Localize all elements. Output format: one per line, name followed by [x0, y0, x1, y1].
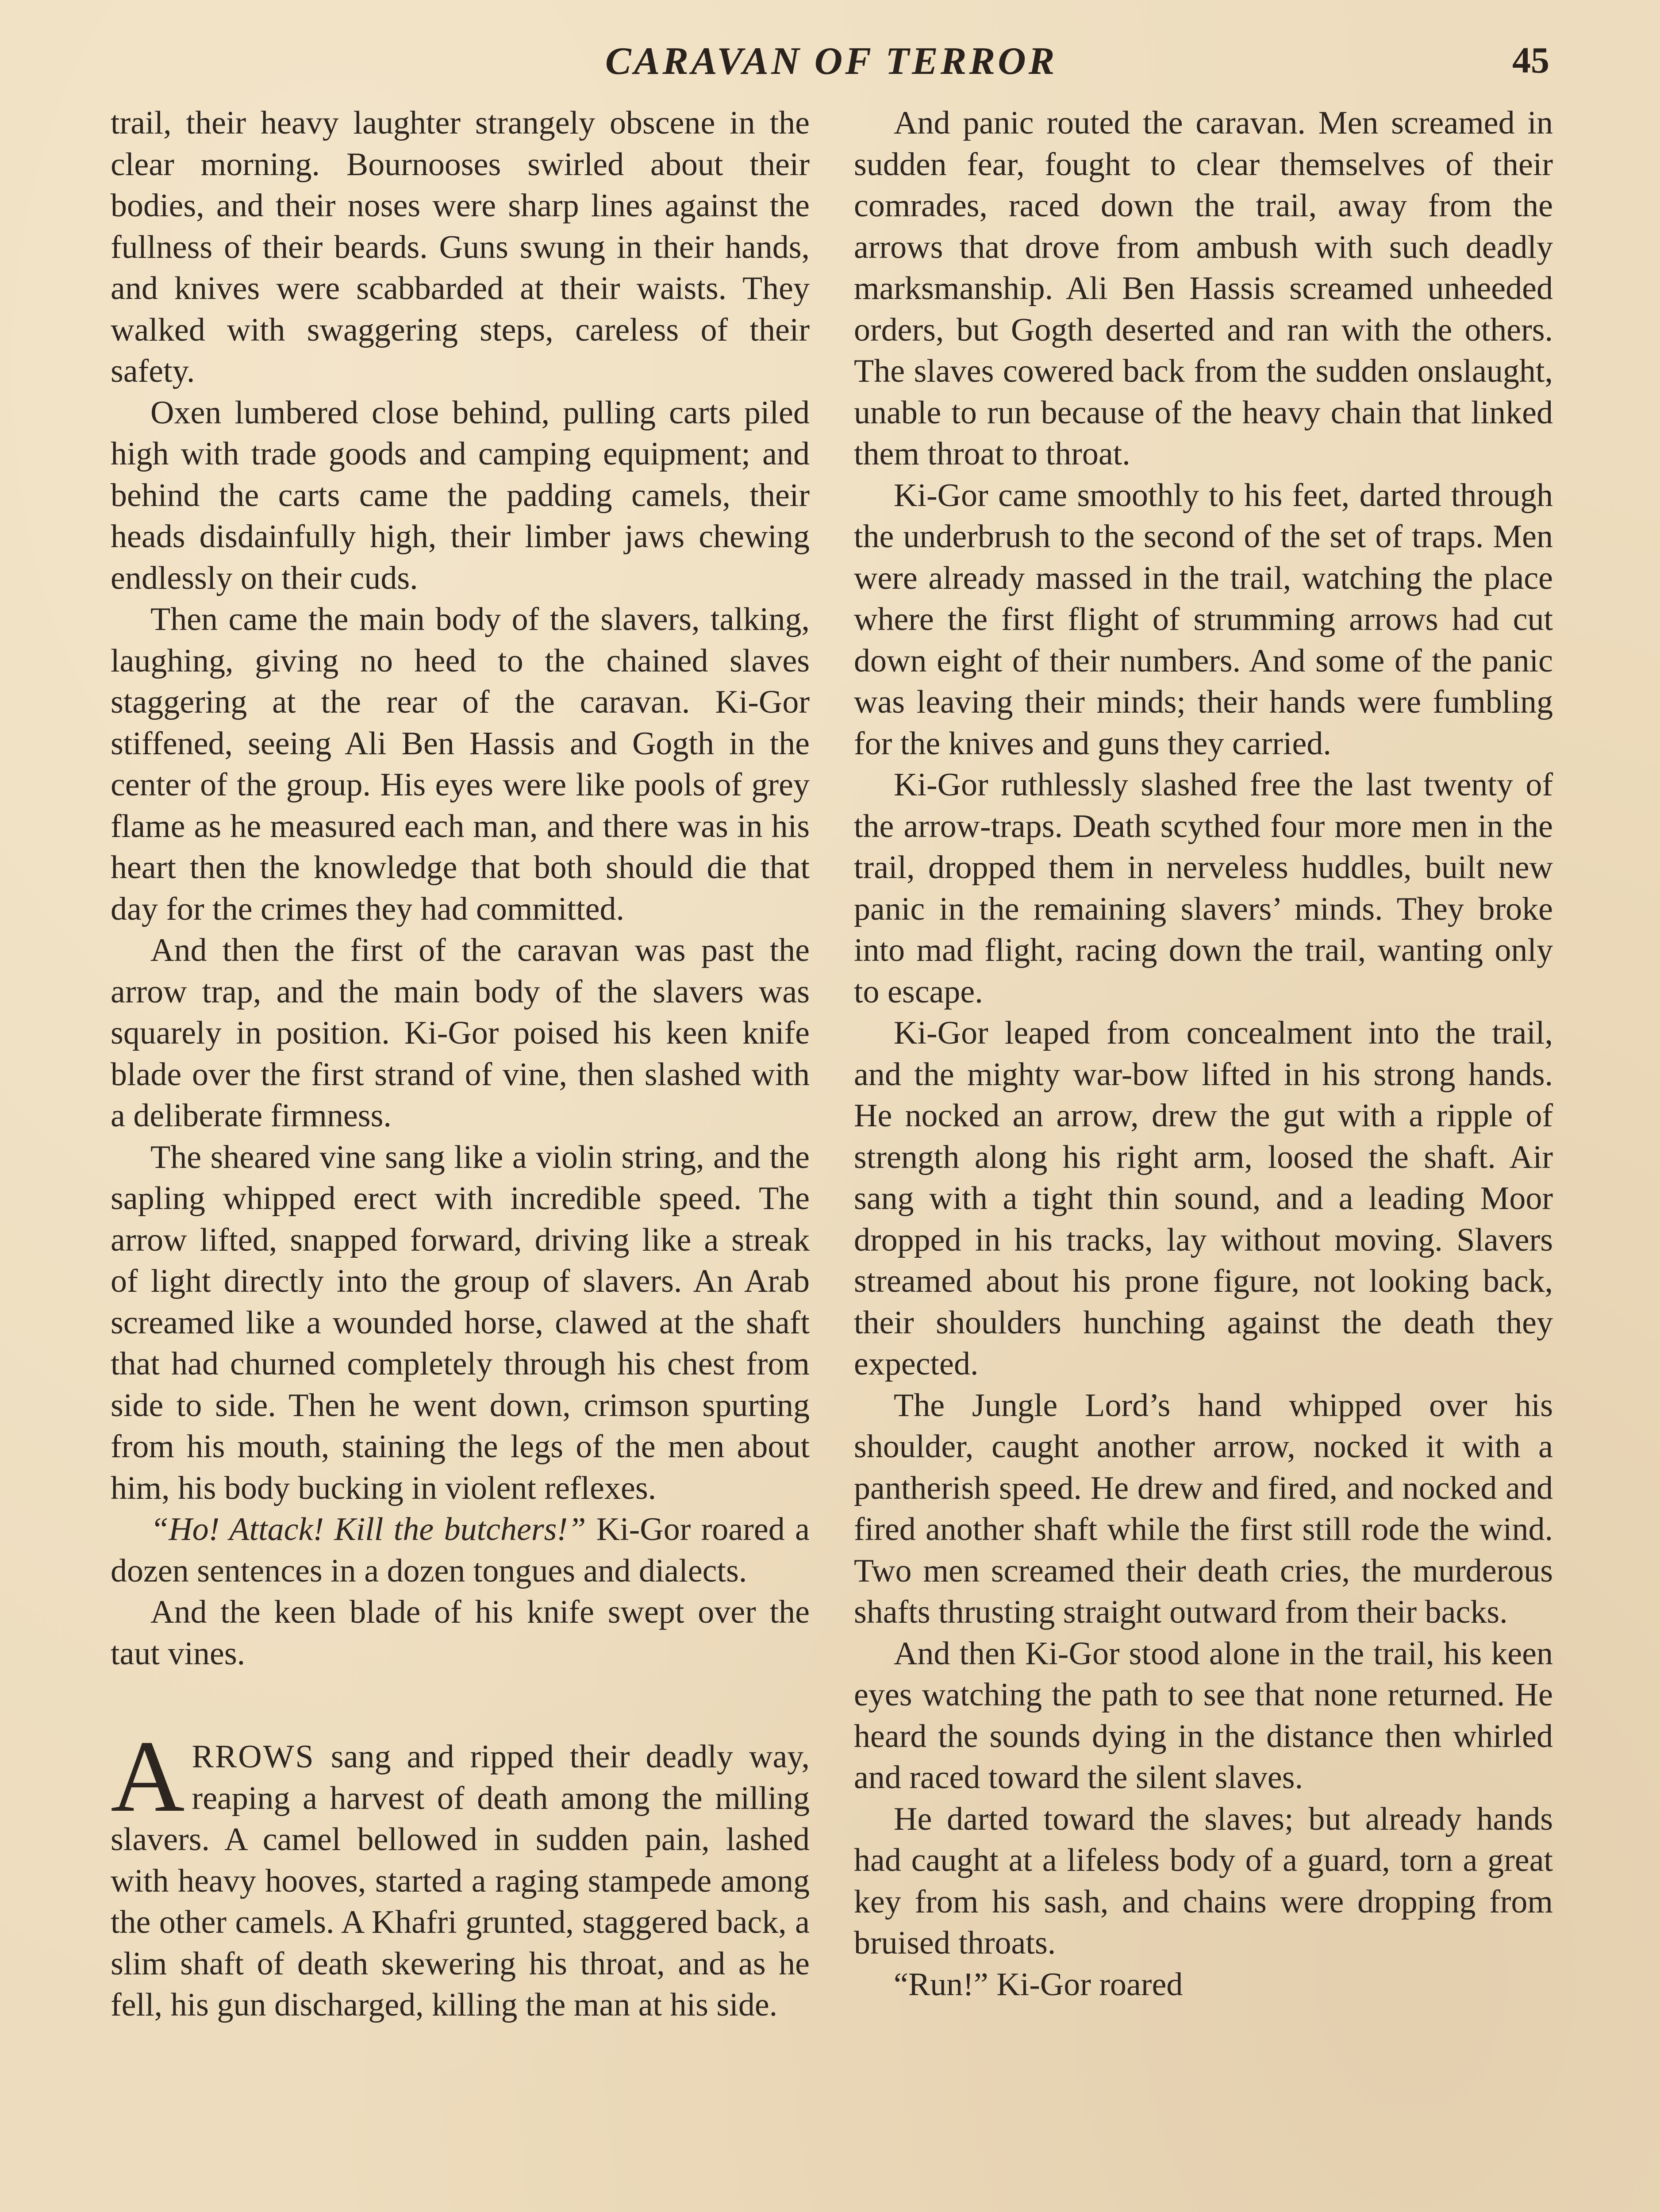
- section-opening-paragraph: [111, 1720, 810, 2026]
- paragraph: And then Ki-Gor stood alone in the trail, his keen eyes watching the path to see that none returned. He heard the sounds dying in the distance then whirled and raced toward the silent slaves.: [854, 1635, 1553, 1796]
- paragraph: The sheared vine sang like a violin string, and the sapling whipped erect with incredible speed. The arrow lifted, snapped forward, driving like a streak of light directly into the group of slavers. An Arab screamed like a wounded horse, clawed at the shaft that had churned completely through his chest from side to side. Then he went down, crimson spurting from his mouth, staining the legs of the men about him, his body bucking in violent reflexes.: [111, 1139, 810, 1506]
- drop-cap: A: [111, 1720, 185, 1833]
- paragraph: And then the first of the caravan was past the arrow trap, and the main body of the slavers was squarely in position. Ki-Gor poised his keen knife blade over the first strand of vine, then slashed with a deliberate firmness.: [111, 932, 810, 1134]
- paragraph: Ki-Gor came smoothly to his feet, darted through the underbrush to the second of the set of traps. Men were already massed in the trail, watching the place where the first flight of strumming arrows had cut down eight of their numbers. And some of the panic was leaving their minds; their hands were fumbling for the knives and guns they carried.: [854, 477, 1553, 762]
- paragraph: Oxen lumbered close behind, pulling carts piled high with trade goods and camping equipment; and behind the carts came the padding camels, their heads disdainfully high, their limber jaws chewing endlessly on their cuds.: [111, 394, 810, 596]
- paragraph: And the keen blade of his knife swept over the taut vines.: [111, 1594, 810, 1672]
- paragraph-text: Ki-Gor roared a dozen sentences in a dozen tongues and dialects.: [111, 1511, 810, 1589]
- paragraph-text: sang and ripped their deadly way, reaping a harvest of death among the milling slavers. A camel bellowed in sudden pain, lashed with heavy hooves, started a raging stampede among the other camels. A Khafri grunted, staggered back, a slim shaft of death skewering his throat, and as he fell, his gun discharged, killing the man at his side.: [111, 1739, 810, 2023]
- page-number: 45: [1512, 40, 1549, 81]
- paragraph: Then came the main body of the slavers, talking, laughing, giving no heed to the chained slaves staggering at the rear of the caravan. Ki-Gor stiffened, seeing Ali Ben Hassis and Gogth in the center of the group. His eyes were like pools of grey flame as he measured each man, and there was in his heart then the knowledge that both should die that day for the crimes they had committed.: [111, 601, 810, 927]
- paragraph: trail, their heavy laughter strangely obscene in the clear morning. Bournooses swirled about their bodies, and their noses were sharp lines against the fullness of their beards. Guns swung in their hands, and knives were scabbarded at their waists. They walked with swaggering steps, careless of their safety.: [111, 105, 810, 389]
- paragraph: “Run!” Ki-Gor roared: [894, 1966, 1183, 2003]
- paragraph: He darted toward the slaves; but already hands had caught at a lifeless body of a guard, torn a great key from his sash, and chains were dropping from bruised throats.: [854, 1801, 1553, 1961]
- paragraph: And panic routed the caravan. Men screamed in sudden fear, fought to clear themselves of their comrades, raced down the trail, away from the arrows that drove from ambush with such deadly marksmanship. Ali Ben Hassis screamed unheeded orders, but Gogth deserted and ran with the others. The slaves cowered back from the sudden onslaught, unable to run because of the heavy chain that linked them throat to throat.: [854, 105, 1553, 472]
- page-header: [0, 39, 1660, 92]
- shouted-line: “Ho! Attack! Kill the butchers!”: [150, 1511, 586, 1548]
- paragraph: The Jungle Lord’s hand whipped over his shoulder, caught another arrow, nocked it with a pantherish speed. He drew and fired, and nocked and fired another shaft while the first still rode the wind. Two men screamed their death cries, the murderous shafts thrusting straight outward from their backs.: [854, 1387, 1553, 1630]
- lead-in-caps: RROWS: [192, 1739, 315, 1775]
- right-column: [854, 103, 1553, 2005]
- left-column: [111, 103, 810, 2026]
- running-title: CARAVAN OF TERROR: [605, 40, 1057, 83]
- paragraph: Ki-Gor ruthlessly slashed free the last twenty of the arrow-traps. Death scythed four more men in the trail, dropped them in nerveless huddles, built new panic in the remaining slavers’ minds. They broke into mad flight, racing down the trail, wanting only to escape.: [854, 767, 1553, 1010]
- paragraph: Ki-Gor leaped from concealment into the trail, and the mighty war-bow lifted in his strong hands. He nocked an arrow, drew the gut with a ripple of strength along his right arm, loosed the shaft. Air sang with a tight thin sound, and a leading Moor dropped in his tracks, lay without moving. Slavers streamed about his prone figure, not looking back, their shoulders hunching against the death they expected.: [854, 1015, 1553, 1382]
- paragraph: [111, 1509, 810, 1592]
